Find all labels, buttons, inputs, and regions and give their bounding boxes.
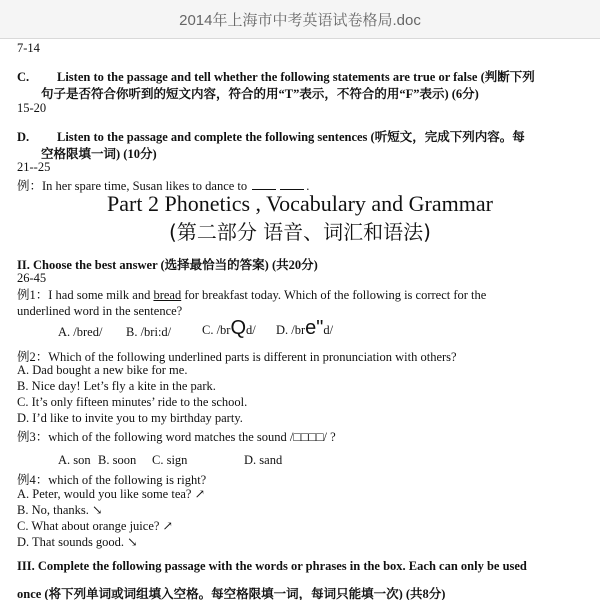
- example3-option-b: B. soon: [98, 453, 137, 467]
- section-d-line1: Listen to the passage and complete the following sentences (听短文，完成下列内容。每: [57, 130, 525, 144]
- section-c-range: 15-20: [17, 101, 47, 115]
- option-d: [276, 317, 333, 340]
- option-b: B. /bri:d/: [126, 325, 172, 339]
- section-d-range: 21--25: [17, 160, 51, 174]
- underlined-word: bread: [153, 288, 182, 302]
- option-d-pre: D. /br: [276, 323, 306, 337]
- example4-option-c: C. What about orange juice? ↗: [17, 519, 174, 533]
- document-title: 2014年上海市中考英语试卷格局.doc: [179, 11, 421, 29]
- example3-option-d: D. sand: [244, 453, 283, 467]
- example2-option-a: A. Dad bought a new bike for me.: [17, 363, 188, 377]
- option-c-pre: C. /br: [202, 323, 231, 337]
- example2-option-c: C. It’s only fifteen minutes’ ride to the school.: [17, 395, 248, 409]
- example3-option-c: C. sign: [152, 453, 188, 467]
- option-d-post: d/: [323, 323, 334, 337]
- section-c-heading: [17, 67, 535, 85]
- example4-option-d: D. That sounds good. ↘: [17, 535, 138, 549]
- example4-option-a: A. Peter, would you like some tea? ↗: [17, 487, 206, 501]
- section-d-heading: [17, 127, 525, 145]
- section-c-line1: Listen to the passage and tell whether the following statements are true or false (判断下列: [57, 70, 535, 84]
- part2-title: Part 2 Phonetics , Vocabulary and Grammar: [107, 191, 493, 216]
- section-ii-heading: II. Choose the best answer (选择最恰当的答案) (共20分): [17, 258, 318, 272]
- answer-blank: [280, 179, 304, 190]
- option-d-symbol: e": [305, 317, 324, 339]
- example3-question: 例3：which of the following word matches the sound /□□□□/ ?: [17, 430, 336, 444]
- example4-option-b: B. No, thanks. ↘: [17, 503, 103, 517]
- example1-question: [17, 287, 562, 319]
- option-c-symbol: Q: [230, 317, 247, 339]
- section-c-label: C.: [17, 70, 30, 84]
- example2-question: 例2：Which of the following underlined parts is different in pronunciation with others?: [17, 350, 457, 364]
- section-d-label: D.: [17, 130, 30, 144]
- example-text: 例：In her spare time, Susan likes to dance to: [17, 179, 248, 193]
- window-titlebar: [0, 0, 600, 39]
- section-d-line2: 空格限填一词) (10分): [41, 147, 157, 161]
- example1-text: 例1：I had some milk and: [17, 288, 151, 302]
- example3-option-a: A. son: [58, 453, 91, 467]
- document-page[interactable]: [0, 38, 600, 600]
- section-iii-heading-line2: once (将下列单词或词组填入空格。每空格限填一词，每词只能填一次) (共8分): [17, 587, 446, 600]
- example1-line2: underlined word in the sentence?: [17, 304, 183, 318]
- part2-subtitle: (第二部分 语音、词汇和语法): [169, 220, 431, 244]
- answer-blank: [252, 179, 276, 190]
- example1-text-rest: for breakfast today. Which of the following is correct for the: [184, 288, 487, 302]
- option-a: A. /bred/: [58, 325, 103, 339]
- example2-option-d: D. I’d like to invite you to my birthday party.: [17, 411, 243, 425]
- example4-question: 例4：which of the following is right?: [17, 473, 207, 487]
- section-ii-range: 26-45: [17, 271, 47, 285]
- section-c-line2: 句子是否符合你听到的短文内容，符合的用“T”表示，不符合的用“F”表示) (6分): [41, 87, 479, 101]
- section-iii-heading-line1: III. Complete the following passage with the words or phrases in the box. Each can only be used: [17, 559, 527, 573]
- example2-option-b: B. Nice day! Let’s fly a kite in the park.: [17, 379, 216, 393]
- option-c-post: d/: [246, 323, 256, 337]
- option-c: [202, 317, 256, 340]
- example-end: .: [306, 179, 310, 193]
- range-label: 7-14: [17, 41, 40, 55]
